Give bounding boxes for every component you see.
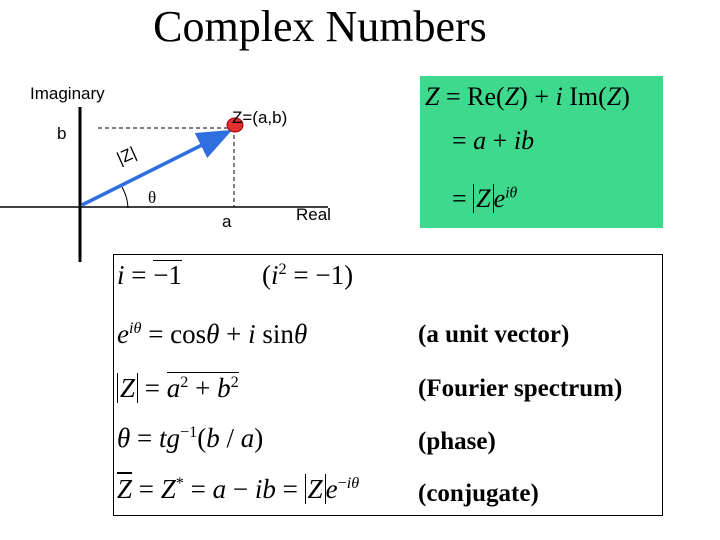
b-label: b [57,124,67,143]
polar-formula: = Z $e^{i\theta}$ [452,184,518,213]
note-fourier-spectrum: (Fourier spectrum) [418,375,623,402]
note-conjugate: (conjugate) [418,480,539,507]
imaginary-axis-label: Imaginary [30,84,105,103]
point-label: Z=(a,b) [232,108,288,127]
note-phase: (phase) [418,428,496,455]
angle-arc [122,187,128,208]
formula-modulus: $Z = a^2 + b^2$ [117,372,239,404]
modulus-label: |Z| [113,143,140,169]
real-axis-label: Real [296,205,331,224]
note-unit-vector: (a unit vector) [418,321,570,348]
formula-conjugate: $\overline{Z} = Z^* = a$ − ib = Z $e^{-i\theta}$ [117,474,360,504]
formula-i-definition: i = −1 [117,260,182,290]
re-im-formula: Z = Re(Z) + i Im(Z) [425,82,630,111]
a-ib-formula: = a + ib [452,126,535,155]
page-title: Complex Numbers [153,2,487,51]
formula-euler: $e^{i\theta} = \cos\theta + i$ sinθ [117,319,308,349]
angle-label: θ [148,188,157,207]
a-label: a [222,212,232,231]
formula-phase: $\theta = tg^{-1}(b / a)$ [117,423,264,453]
formula-i-squared: $(i^2 = -1)$ [262,260,354,290]
